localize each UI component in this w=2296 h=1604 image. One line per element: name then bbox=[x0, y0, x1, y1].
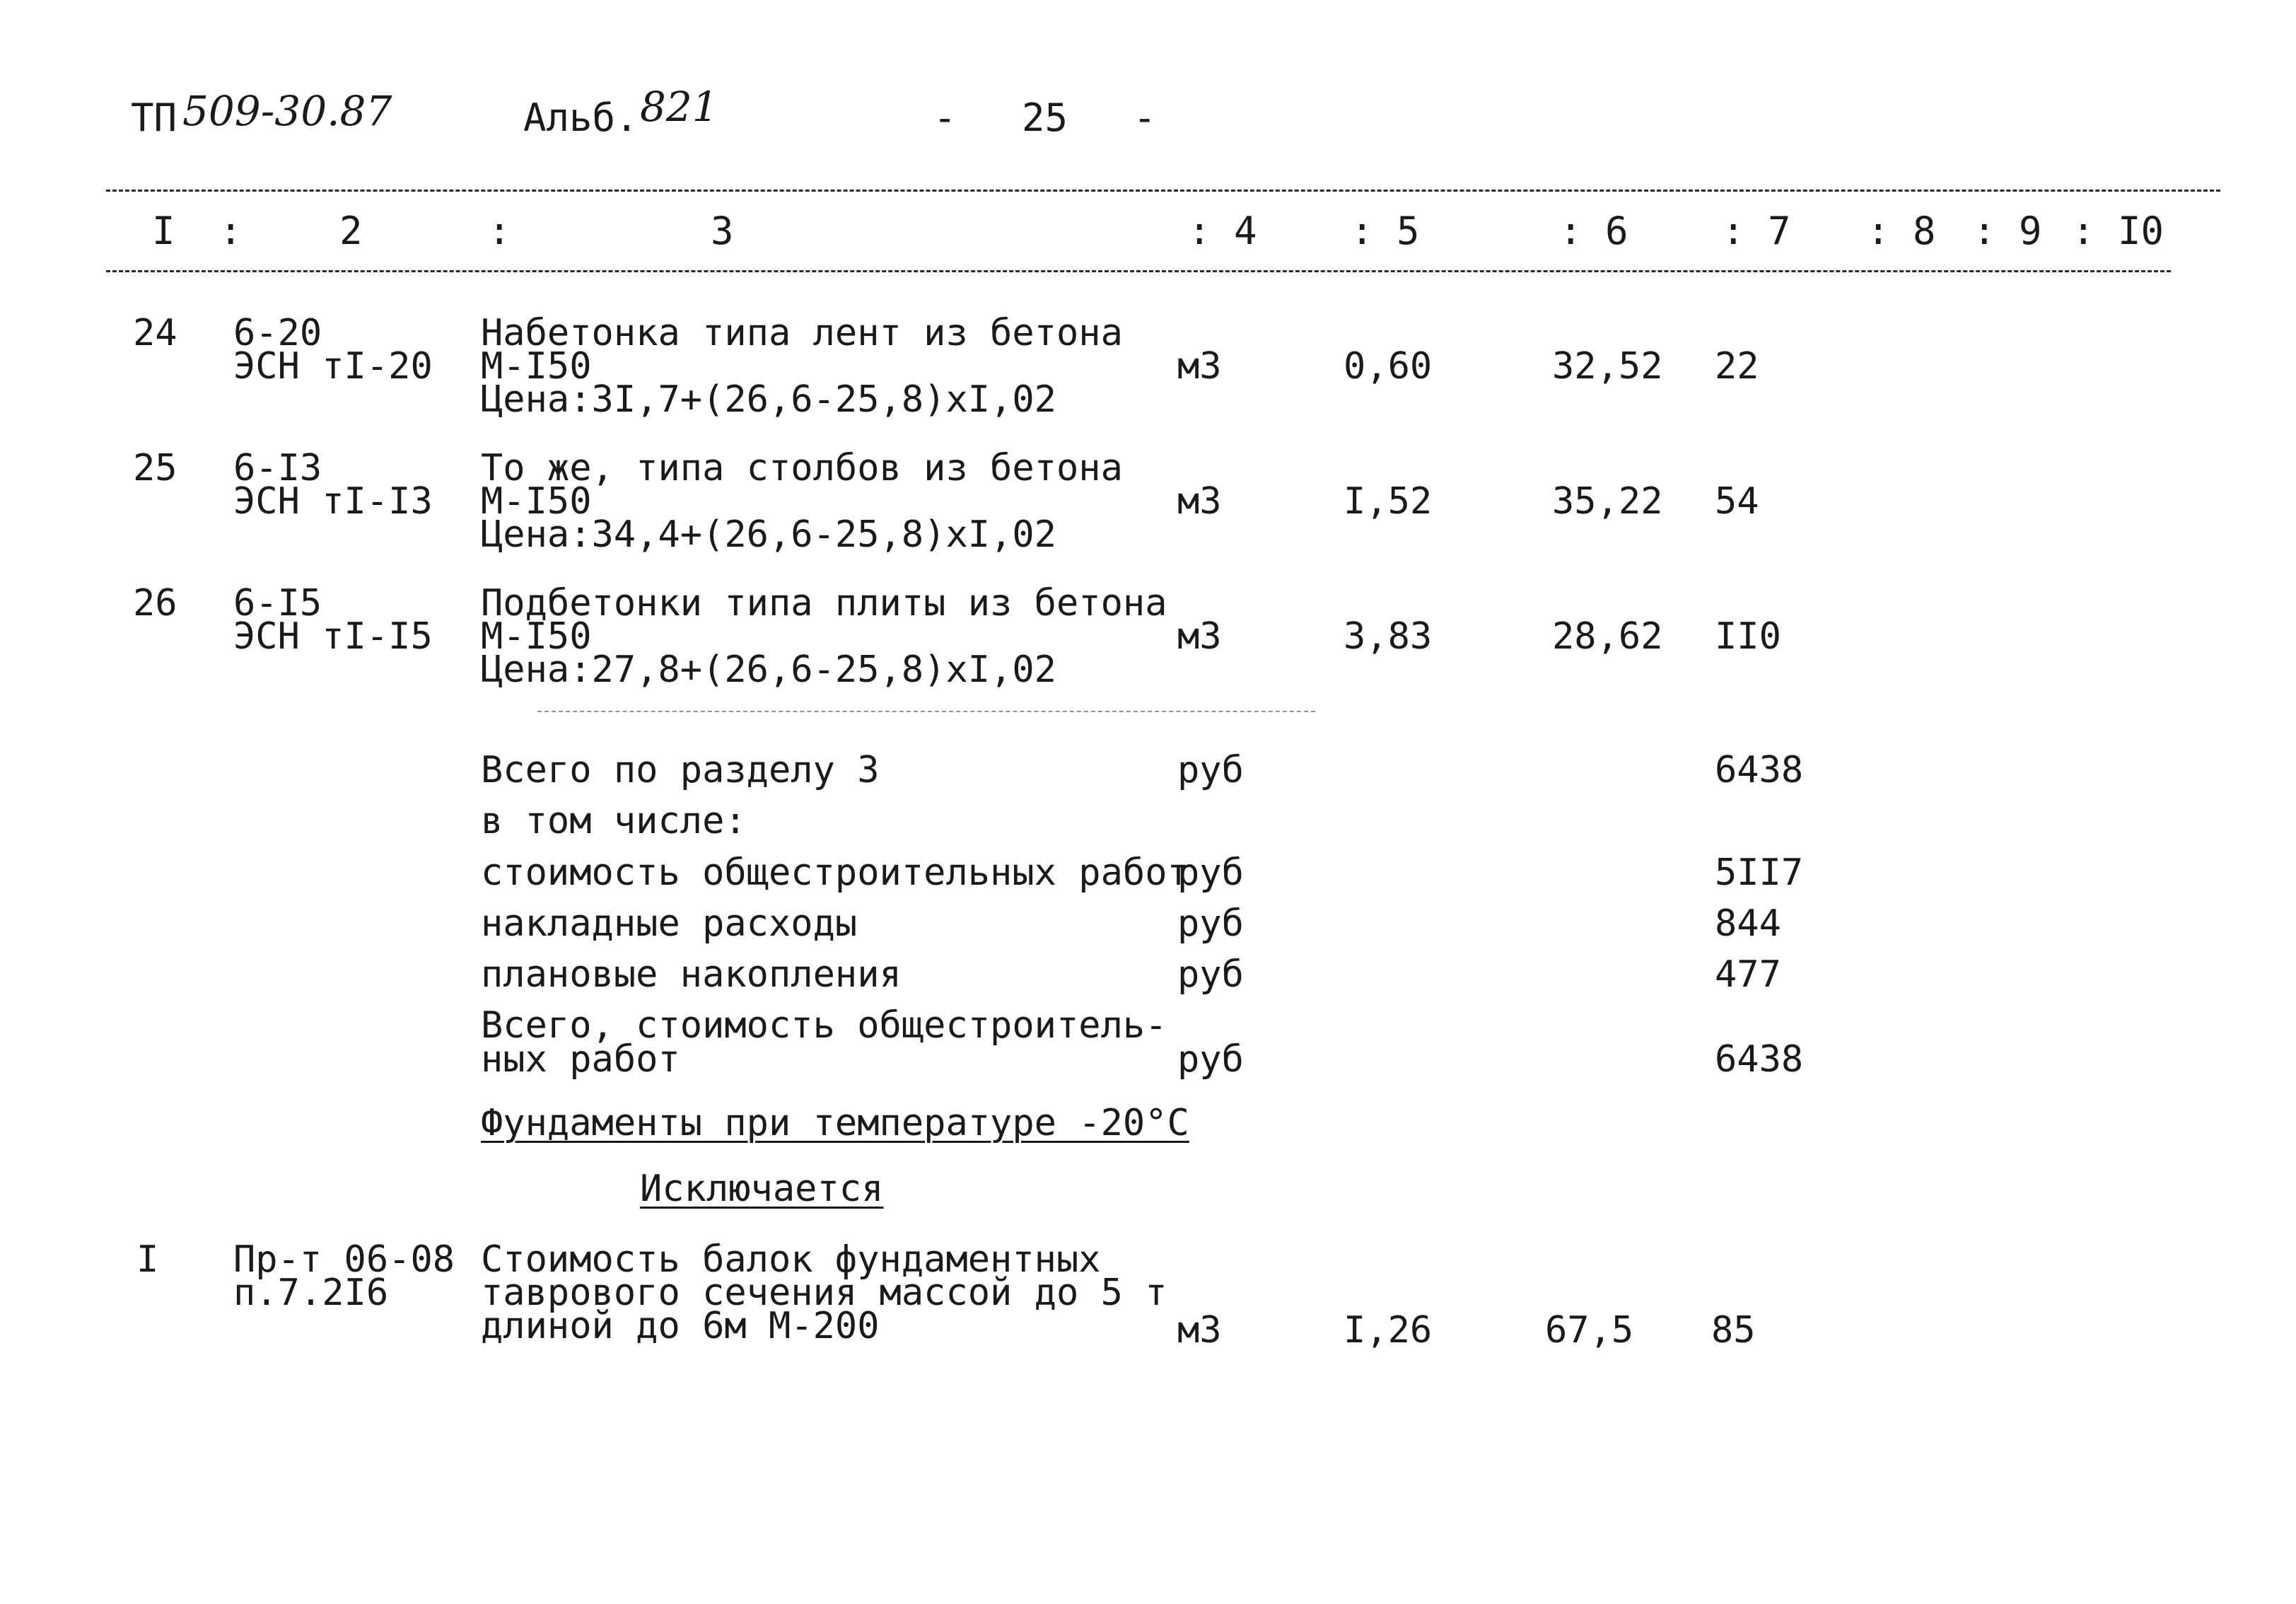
rows-separator bbox=[537, 711, 1315, 712]
row-code-line2: ЭСН тI-I5 bbox=[233, 615, 433, 658]
album-number-handwritten: 821 bbox=[640, 83, 718, 131]
row-number: I bbox=[136, 1238, 159, 1281]
section-title: Фундаменты при температуре -20°С bbox=[481, 1102, 1189, 1144]
col-header-3: 3 bbox=[711, 209, 734, 253]
row-unit: м3 bbox=[1177, 480, 1222, 523]
row-unit: м3 bbox=[1177, 615, 1222, 658]
row-unit-price: 32,52 bbox=[1552, 345, 1663, 388]
row-description-line2: таврового сечения массой до 5 т bbox=[481, 1272, 1167, 1314]
row-number: 24 bbox=[133, 312, 177, 354]
row-code-line2: ЭСН тI-20 bbox=[233, 345, 433, 388]
document-code-handwritten: 509-30.87 bbox=[182, 87, 392, 135]
row-quantity: I,52 bbox=[1344, 480, 1433, 523]
row-quantity: 0,60 bbox=[1344, 345, 1433, 388]
summary-total-label: Всего по разделу 3 bbox=[481, 749, 880, 791]
row-unit-price: 28,62 bbox=[1552, 615, 1663, 658]
col-header-2: 2 bbox=[339, 209, 363, 253]
col-header-1: I bbox=[152, 209, 175, 253]
summary-general-label: стоимость общестроительных работ bbox=[481, 852, 1189, 894]
row-description-line2: М-I50 bbox=[481, 480, 592, 523]
document-code-prefix: ТП bbox=[131, 95, 177, 140]
summary-overhead-unit: руб bbox=[1177, 902, 1244, 945]
row-description-line1: Набетонка типа лент из бетона bbox=[481, 312, 1123, 354]
summary-total-unit: руб bbox=[1177, 749, 1244, 791]
row-total: 54 bbox=[1715, 480, 1759, 523]
summary-grand-label-line1: Всего, стоимость общестроитель- bbox=[481, 1004, 1167, 1047]
col-header-6: : 6 bbox=[1559, 209, 1628, 253]
row-number: 26 bbox=[133, 582, 177, 624]
row-description-line1: То же, типа столбов из бетона bbox=[481, 447, 1123, 489]
row-description-line2: М-I50 bbox=[481, 345, 592, 388]
row-code-line1: 6-20 bbox=[233, 312, 322, 354]
section-subtitle: Исключается bbox=[640, 1168, 884, 1210]
row-quantity: 3,83 bbox=[1344, 615, 1433, 658]
summary-total-value: 6438 bbox=[1715, 749, 1804, 791]
summary-including-label: в том числе: bbox=[481, 800, 747, 842]
row-unit: м3 bbox=[1177, 345, 1222, 388]
row-unit-price: 35,22 bbox=[1552, 480, 1663, 523]
row-description-line3: Цена:34,4+(26,6-25,8)xI,02 bbox=[481, 513, 1056, 556]
row-code-line2: п.7.2I6 bbox=[233, 1272, 389, 1314]
summary-general-value: 5II7 bbox=[1715, 852, 1804, 894]
summary-general-unit: руб bbox=[1177, 852, 1244, 894]
row-description-line3: Цена:3I,7+(26,6-25,8)xI,02 bbox=[481, 378, 1056, 421]
summary-grand-label-line2: ных работ bbox=[481, 1038, 680, 1081]
col-header-7: : 7 bbox=[1722, 209, 1791, 253]
row-quantity: I,26 bbox=[1344, 1309, 1433, 1352]
summary-savings-label: плановые накопления bbox=[481, 953, 902, 996]
page-number: - 25 - bbox=[933, 95, 1157, 140]
col-header-sep-2: : bbox=[488, 209, 511, 253]
summary-overhead-value: 844 bbox=[1715, 902, 1781, 945]
row-unit-price: 67,5 bbox=[1545, 1309, 1634, 1352]
header-top-rule bbox=[106, 190, 2220, 192]
summary-savings-unit: руб bbox=[1177, 953, 1244, 996]
row-description-line2: М-I50 bbox=[481, 615, 592, 658]
col-header-4: : 4 bbox=[1188, 209, 1257, 253]
col-header-sep-1: : bbox=[219, 209, 243, 253]
row-description-line3: Цена:27,8+(26,6-25,8)xI,02 bbox=[481, 649, 1056, 691]
row-code-line1: 6-I5 bbox=[233, 582, 322, 624]
col-header-9: : 9 bbox=[1973, 209, 2042, 253]
row-description-line3: длиной до 6м М-200 bbox=[481, 1305, 880, 1347]
row-total: 22 bbox=[1715, 345, 1759, 388]
row-code-line1: 6-I3 bbox=[233, 447, 322, 489]
col-header-8: : 8 bbox=[1867, 209, 1936, 253]
summary-grand-value: 6438 bbox=[1715, 1038, 1804, 1081]
row-number: 25 bbox=[133, 447, 177, 489]
summary-savings-value: 477 bbox=[1715, 953, 1781, 996]
row-description-line1: Стоимость балок фундаментных bbox=[481, 1238, 1101, 1281]
col-header-5: : 5 bbox=[1351, 209, 1420, 253]
header-bottom-rule bbox=[106, 270, 2171, 272]
row-code-line1: Пр-т 06-08 bbox=[233, 1238, 455, 1281]
summary-grand-unit: руб bbox=[1177, 1038, 1244, 1081]
row-description-line1: Подбетонки типа плиты из бетона bbox=[481, 582, 1167, 624]
row-unit: м3 bbox=[1177, 1309, 1222, 1352]
row-code-line2: ЭСН тI-I3 bbox=[233, 480, 433, 523]
summary-overhead-label: накладные расходы bbox=[481, 902, 858, 945]
album-label: Альб. bbox=[523, 95, 639, 140]
row-total: II0 bbox=[1715, 615, 1781, 658]
col-header-10: : I0 bbox=[2072, 209, 2164, 253]
row-total: 85 bbox=[1711, 1309, 1756, 1352]
